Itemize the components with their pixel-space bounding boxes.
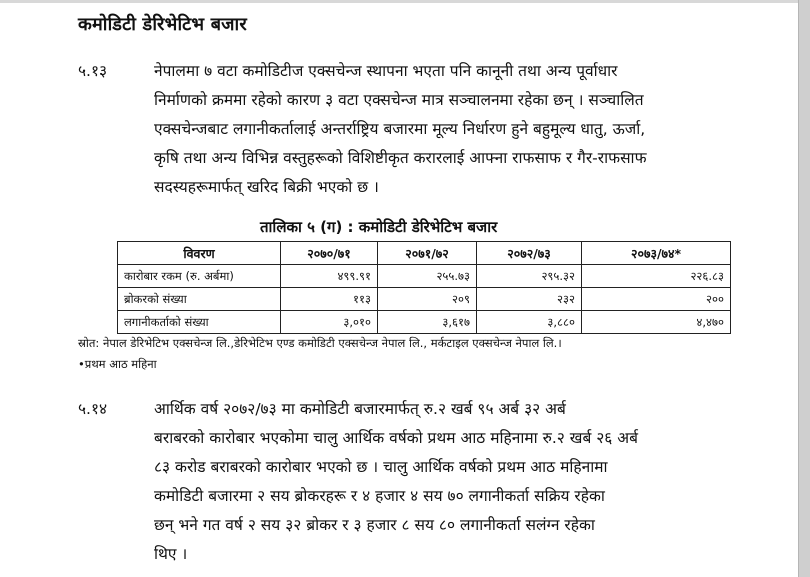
table-cell: २०९ bbox=[378, 288, 477, 311]
paragraph-line: सदस्यहरूमार्फत् खरिद बिक्री भएको छ । bbox=[154, 178, 379, 196]
column-header: २०७२/७३ bbox=[477, 242, 582, 265]
table-cell: २२६.८३ bbox=[582, 265, 731, 288]
table-cell: ४९९.९१ bbox=[281, 265, 378, 288]
table-row bbox=[118, 288, 731, 311]
paragraph-line: थिए । bbox=[154, 545, 188, 563]
table-cell: ३,०१० bbox=[281, 311, 378, 334]
table-cell: २३२ bbox=[477, 288, 582, 311]
table-cell: ३,६१७ bbox=[378, 311, 477, 334]
table-row bbox=[118, 265, 731, 288]
paragraph-line: छन् भने गत वर्ष २ सय ३२ ब्रोकर र ३ हजार ८ सय ८० लगानीकर्ता सलंग्न रहेका bbox=[154, 516, 595, 534]
table-row bbox=[118, 311, 731, 334]
table-cell: २५५.७३ bbox=[378, 265, 477, 288]
table-cell: ११३ bbox=[281, 288, 378, 311]
paragraph-line: नेपालमा ७ वटा कमोडिटीज एक्सचेन्ज स्थापना भएता पनि कानूनी तथा अन्य पूर्वाधार bbox=[154, 62, 618, 80]
top-border bbox=[0, 0, 799, 3]
commodity-table bbox=[117, 241, 731, 334]
column-header: २०७०/७१ bbox=[281, 242, 378, 265]
table-source-note: स्रोत: नेपाल डेरिभेटिभ एक्सचेन्ज लि.,डेरिभेटिभ एण्ड कमोडिटी एक्सचेन्ज नेपाल लि., मर्कटाइल एक्सचेन्ज नेपाल लि.। bbox=[78, 336, 562, 350]
table-cell: २०० bbox=[582, 288, 731, 311]
table-footnote: •प्रथम आठ महिना bbox=[78, 357, 157, 371]
paragraph-line: आर्थिक वर्ष २०७२/७३ मा कमोडिटी बजारमार्फत् रु.२ खर्ब ९५ अर्ब ३२ अर्ब bbox=[154, 400, 566, 418]
window-scrollbar[interactable] bbox=[798, 0, 810, 577]
paragraph-line: एक्सचेन्जबाट लगानीकर्तालाई अन्तर्राष्ट्रिय बजारमा मूल्य निर्धारण हुने बहुमूल्य धातु, ऊर्जा, bbox=[154, 120, 646, 138]
paragraph-line: ८३ करोड बराबरको कारोबार भएको छ । चालु आर्थिक वर्षको प्रथम आठ महिनामा bbox=[154, 458, 608, 476]
paragraph-line: कृषि तथा अन्य विभिन्न वस्तुहरूको विशिष्टीकृत करारलाई आफ्ना राफसाफ र गैर-राफसाफ bbox=[154, 149, 647, 167]
table-cell: २९५.३२ bbox=[477, 265, 582, 288]
table-cell: ४,४७० bbox=[582, 311, 731, 334]
table-header-row bbox=[118, 242, 731, 265]
row-label: कारोबार रकम (रु. अर्बमा) bbox=[118, 265, 281, 288]
paragraph-number: ५.१४ bbox=[78, 400, 108, 418]
row-label: ब्रोकरको संख्या bbox=[118, 288, 281, 311]
paragraph-line: बराबरको कारोबार भएकोमा चालु आर्थिक वर्षको प्रथम आठ महिनामा रु.२ खर्ब २६ अर्ब bbox=[154, 429, 638, 447]
paragraph-number: ५.१३ bbox=[78, 62, 108, 80]
row-label: लगानीकर्ताको संख्या bbox=[118, 311, 281, 334]
paragraph-line: कमोडिटी बजारमा २ सय ब्रोकरहरू र ४ हजार ४ सय ७० लगानीकर्ता सक्रिय रहेका bbox=[154, 487, 605, 505]
column-header: २०७१/७२ bbox=[378, 242, 477, 265]
paragraph-line: निर्माणको क्रममा रहेको कारण ३ वटा एक्सचेन्ज मात्र सञ्चालनमा रहेका छन् । सञ्चालित bbox=[154, 91, 644, 109]
table-caption: तालिका ५ (ग) : कमोडिटी डेरिभेटिभ बजार bbox=[260, 218, 498, 236]
column-header: २०७३/७४* bbox=[582, 242, 731, 265]
column-header: विवरण bbox=[118, 242, 281, 265]
section-heading: कमोडिटी डेरिभेटिभ बजार bbox=[78, 14, 247, 35]
table-cell: ३,८८० bbox=[477, 311, 582, 334]
